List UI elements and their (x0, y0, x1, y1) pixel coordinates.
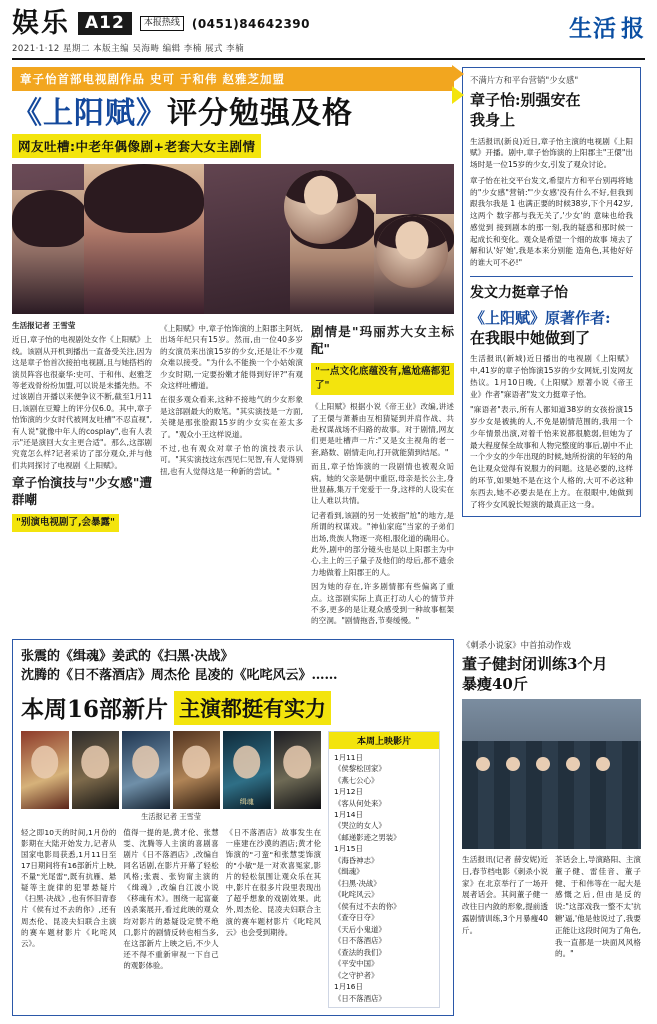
movies-column-1: 轻之即10天的时间,1月份的影期在大陆开始发力,记者从国家电影局获悉,1月11日至17日期间将有16部新片上映,不量"光尾雷",既有抗雁、悬疑等主旋律的犯罪悬疑片《扫黑·决战》,也有怀旧青春片《侯有过不去的你》,还有周杰伦、昆凌夫妇联合主演的赛车题材影片《叱咤风云》。 (21, 827, 117, 948)
face-shape (395, 222, 428, 259)
list-item: 《日不落酒店》 (334, 993, 386, 1003)
sidebar-body-1a: 生活报讯(新良)近日,章子怡主演的电视剧《上阳赋》开播。剧中,章子怡饰演的上阳郡主"王儇"出场时是一位15岁的少女,引发了观众讨论。 (470, 136, 633, 170)
headline-main (12, 97, 454, 130)
sidebar-title-1-line1: 章子怡:别强安在 (470, 91, 581, 109)
list-item: 《查夺日夺》 (334, 913, 379, 923)
poster-face (283, 745, 311, 778)
masthead-logo (569, 10, 645, 43)
list-item: 《之守护者》 (334, 970, 379, 980)
lead-column-2 (160, 320, 303, 630)
dongzijian-body (462, 854, 641, 960)
bottom-section (12, 639, 645, 1016)
masthead-top-row (12, 10, 310, 37)
list-item: 《客从何处来》 (334, 798, 386, 808)
poster-face (182, 745, 210, 778)
list-item: 《日不落酒店》 (334, 936, 386, 946)
release-schedule-header: 本周上映影片 (329, 732, 439, 749)
headline-kicker: 章子怡首部电视剧作品 史可 于和伟 赵雅芝加盟 (12, 67, 454, 91)
dongzijian-title-line1: 董子健封闭训练3个月 (462, 654, 608, 673)
collage-circle-portrait-2 (376, 216, 448, 288)
movies-left-block (21, 731, 321, 1008)
dongzijian-story (462, 639, 641, 1016)
headline-arrows (452, 65, 464, 107)
sidebar-title-2-line2: 在我眼中她做到了 (470, 329, 591, 348)
lead-paragraph-2b: 在很多观众看来,这种不接地气的少女形象是这部剧最大的败笔。"其实演技是一方面,关键是那张脸跟15岁的少女实在差太多了。"观众小王这样说道。 (160, 395, 304, 439)
masthead-left (12, 10, 310, 54)
movie-poster (21, 731, 69, 809)
movies-body-columns (21, 827, 321, 971)
lead-story (12, 67, 454, 630)
headline-title-rest: 评分勉强及格 (167, 96, 353, 131)
lead-byline: 生活报记者 王雪莹 (12, 321, 76, 330)
hair-shape (84, 164, 204, 233)
movie-poster (173, 731, 221, 809)
poster-face (132, 745, 160, 778)
headline-block (12, 67, 454, 91)
list-item: 《侯黎松回家》 (334, 764, 386, 774)
dongzijian-photo (462, 699, 641, 849)
lead-quote-2: "一点文化底蕴没有,尴尬癌都犯了" (311, 363, 454, 396)
movies-kicker-line2: 沈腾的《日不落酒店》周杰伦 昆凌的《叱咤风云》…… (21, 668, 338, 684)
photo-group-shape (462, 741, 641, 849)
lead-quote-1: "别演电视剧了,会暴露" (12, 514, 119, 532)
lead-column-3 (311, 320, 454, 630)
list-item: 《天后小鬼道》 (334, 924, 386, 934)
movies-column-2: 值得一提的是,黄才伦、张慧雯、沈腾等人主演的喜剧喜剧片《日不落酒店》,改编自同名话剧,在影片开幕了轻松风格;张震、张钧甯主演的《缉魂》,改编自江波小说《移魂有术》。围绕一起富豪凶杀案展开,看过此映的观众均对影片的悬疑设定赞不绝口,影片的剧情反转也相当多,在这部新片上映之后,不少人还不得不重新审视一下自己的观影体验。 (123, 827, 219, 970)
sidebar-title-2-line1: 《上阳赋》原著作者: (470, 308, 611, 327)
arrow-yellow-icon (452, 86, 464, 104)
list-item: 《扫黑·决战》 (334, 878, 381, 888)
release-schedule-box (328, 731, 440, 1008)
sidebar-title-1 (470, 90, 633, 131)
headline-title-book: 《上阳赋》 (12, 96, 167, 131)
list-item: 《海昏神志》 (334, 855, 379, 865)
list-item: 《查法的我们》 (334, 947, 386, 957)
list-item: 《邮递影迹之男装》 (334, 832, 401, 842)
movies-headline (21, 691, 445, 725)
lead-paragraph-2: 《上阳赋》中,章子怡饰演的上阳郡主阿妩,出场年纪只有15岁。然而,由一位40多岁的女演员来出演15岁的少女,还是让不少观众难以接受。"为什么不能换一个小姑娘演少女时期,一定要扮嫩才能得到好评?"有观众这样吐槽道。 (160, 324, 304, 390)
list-item: 1月14日 (334, 810, 363, 820)
logo-text-accent: 报 (621, 15, 645, 42)
masthead-byline: 2021·1·12 星期二 本版主编 吴海畴 编辑 李楠 展式 李楠 (12, 44, 245, 54)
collage-circle-portrait-1 (284, 170, 358, 244)
sidebar-kicker-2: 发文力挺章子怡 (470, 284, 568, 301)
collage-person-1 (84, 164, 204, 314)
sidebar-title-2 (470, 308, 633, 349)
sidebar-body-1b: 章子怡在社交平台发文,希望片方和平台别再将她的"少女感"营销:"'少女感'没有什么不好,但我到跟我尔我是 1 也满正要的时候38岁,下个月42岁,这两个 数字都与我无关了,'少女'的 意味也给我感觉到 接到剧本的那一刻,我的疑惑和那时候一 起成长和变化。观众是希望一个细的故事 境去了解和认'好'她',我是本来分别能 造角色,其他好好的谁大可不必!" (470, 175, 633, 268)
top-section (12, 67, 645, 630)
dongzijian-title-line2: 暴瘦40斤 (462, 674, 528, 693)
sidebar-body-2a: 生活报讯(新城)近日播出的电视剧《上阳赋》中,41岁的章子怡饰演15岁的少女网妩,引发网友热议。1月10日晚,《上阳赋》原著小说《帝王业》作者"寐语者"发文力挺章子怡。 (470, 354, 633, 399)
lead-paragraph-3b: 而且,章子怡饰演的一段剧情也被观众诟病。她的父亲是朝中重臣,母亲是长公主,身世显赫,集万千宠爱于一身,这样的人设实在让人难以共情。 (311, 462, 454, 506)
movies-byline: 生活报记者 王雪莹 (141, 811, 201, 821)
right-sidebar (462, 67, 641, 630)
list-item: 1月12日 (334, 787, 363, 797)
list-item: 《哭泣的女人》 (334, 821, 386, 831)
headline-subtitle-wrap (12, 134, 454, 158)
movies-column-3: 《日不落酒店》故事发生在一座建在沙漠的酒店;黄才伦饰演的"刁蛮"和张慧雯饰演的"小敏"是一对欢喜冤家,影片的轻松氛围让观众乐在其中,影片在很多片段里表现出了超乎想象的戏剧效果。此外,周杰伦、昆凌夫妇联合主演的赛车题材影片《叱咤风云》也会受到期待。 (225, 827, 321, 937)
list-item: 1月11日 (334, 752, 363, 762)
lead-column-1 (12, 320, 152, 630)
poster-caption: 缉魂 (239, 797, 254, 806)
lead-paragraph-3: 《上阳赋》根据小说《帝王业》改编,讲述了王儇与萧綦由互相猜疑到并肩作战、共赴权谋战场不归路的故事。对于剧情,网友们更是吐槽声一片:"又是女主视角的老一套,路数、剧情走向,打开就能猜到结尾。" (311, 402, 454, 457)
page-number-badge: A12 (78, 12, 132, 35)
movies-headline-main: 本周16部新片 (21, 696, 169, 724)
movie-poster (223, 731, 271, 809)
dongzijian-title (462, 654, 641, 695)
lead-paragraph-3d: 因为她的存在,许多剧情都有些偏离了重点。这部剧实际上真正打动人心的情节并不多,更多的是让观众感受到一种故事框架的空洞。"剧情拖沓,节奏缓慢。" (311, 582, 454, 626)
lead-body-columns (12, 320, 454, 630)
movies-content (21, 731, 445, 1008)
lead-subhead-1: 章子怡演技与"少女感"遭群嘲 (12, 475, 153, 507)
poster-face (81, 745, 109, 778)
sidebar-kicker-1: 不满片方和平台营销"少女感" (470, 75, 579, 85)
release-schedule-list (329, 749, 439, 1007)
logo-text-primary: 生活 (569, 15, 617, 42)
movies-story (12, 639, 454, 1016)
lead-paragraph-1: 近日,章子怡的电视剧处女作《上阳赋》上线。该剧从开机到播出一直备受关注,因为这是章子怡首次接拍电视剧,且与她搭档的演员阵容也很豪华:史可、于和伟、赵雅芝等老戏骨纷纷加盟,可以说是未播先热。不过该剧自开播以来便争议不断,截至1月11日,该剧在豆瓣上的评分仅6.0。其中,章子怡饰演的少女时代被网友吐槽"不忍直视",有人说"就像中年人的cosplay",也有人表示"还是演回大女主更合适"。那么,这部剧究竟怎么样?记者采访了部分观众,并与他们共同探讨了电视剧《上阳赋》。 (12, 335, 153, 470)
arrow-orange-icon (452, 65, 464, 83)
hotline-phone: (0451)84642390 (191, 16, 311, 31)
face-shape (304, 176, 338, 214)
list-item: 《叱咤风云》 (334, 890, 379, 900)
movies-headline-highlight: 主演都挺有实力 (174, 691, 331, 725)
sidebar-body-2b: "寐语者"表示,所有人都知道38岁的女孩扮演15岁少女是被挑的人,不免是剧情范围的,我用一个少年情景出演,对着千怡来说都很脆弱,但她为了最大程度保全故事和人物完整度的事后,剧中不止一个少女的少年出现的时候,她所扮演的年轻的角色让观众觉得有说服力的问题。这是必要的,这样的环节,如果她不是在这个人格的,大可不必这种东西去,她不必要去是在上方。在很眼中,她做到了将少女风貌长短演的最真正这一身。 (470, 405, 633, 509)
dongzijian-paragraph-1: 生活报讯(记者 薛安妮)近日,春节档电影《刺杀小说家》在北京举行了一场开展者话会。其间董子健一改往日内敛的形象,提前透露剧情训练,3个月暴瘦40斤。 (462, 855, 548, 935)
list-item: 《侯有过不去的你》 (334, 901, 401, 911)
movie-poster (274, 731, 322, 809)
lead-subhead-2: 剧情是"玛丽苏大女主标配" (311, 324, 454, 356)
hair-shape (12, 190, 88, 247)
poster-strip (21, 731, 321, 809)
headline-subtitle: 网友吐槽:中老年偶像剧+老套大女主剧情 (12, 134, 261, 158)
lead-paragraph-2c: 不过,也有观众对章子怡的演技表示认可。"其实演技这东西见仁见智,有人觉得别扭,也有人觉得这是一种新的尝试。" (160, 443, 304, 476)
sidebar-divider (470, 276, 633, 277)
lead-photo-collage (12, 164, 454, 314)
sidebar-story-box (462, 67, 641, 517)
dongzijian-paragraph-2: 茶话会上,导演路阳、主演董子健、雷佳音、董子健、于和伟等在一起大是感慨之后,但由是反的说:"这部戏我一整不太'抗糖'逼,'他是他说过了,我要正能让这段时间为了角色,我一直都是一块面风风格的。" (555, 855, 641, 959)
poster-face (31, 745, 59, 778)
section-title: 娱乐 (12, 8, 70, 39)
list-item: 《平安中国》 (334, 959, 379, 969)
masthead (12, 10, 645, 60)
poster-face (233, 745, 261, 778)
list-item: 1月15日 (334, 844, 363, 854)
list-item: 《缉魂》 (334, 867, 364, 877)
movie-poster (122, 731, 170, 809)
lead-paragraph-3c: 记者看到,该剧的另一处被指"尬"的地方,是所谓的权谋戏。"神仙家庭"当家的子弟们出场,贵族人物逐一亮相,服化道的确用心。此外,剧中的部分镜头也是以上阳郡主为中心,主上的三子量子及他们的母后,都不遗余力地做着上阳郡王的人。 (311, 510, 454, 577)
list-item: 《燕七公心》 (334, 775, 379, 785)
dongzijian-kicker: 《刺杀小说家》中首拍动作戏 (462, 639, 571, 650)
movies-kicker-line1: 张震的《缉魂》姜武的《扫黑·决战》 (21, 648, 234, 664)
hotline-label: 本报热线 (140, 16, 184, 32)
sidebar-title-1-line2: 我身上 (470, 111, 516, 130)
collage-person-2 (12, 190, 88, 314)
movie-poster (72, 731, 120, 809)
list-item: 1月16日 (334, 982, 363, 992)
